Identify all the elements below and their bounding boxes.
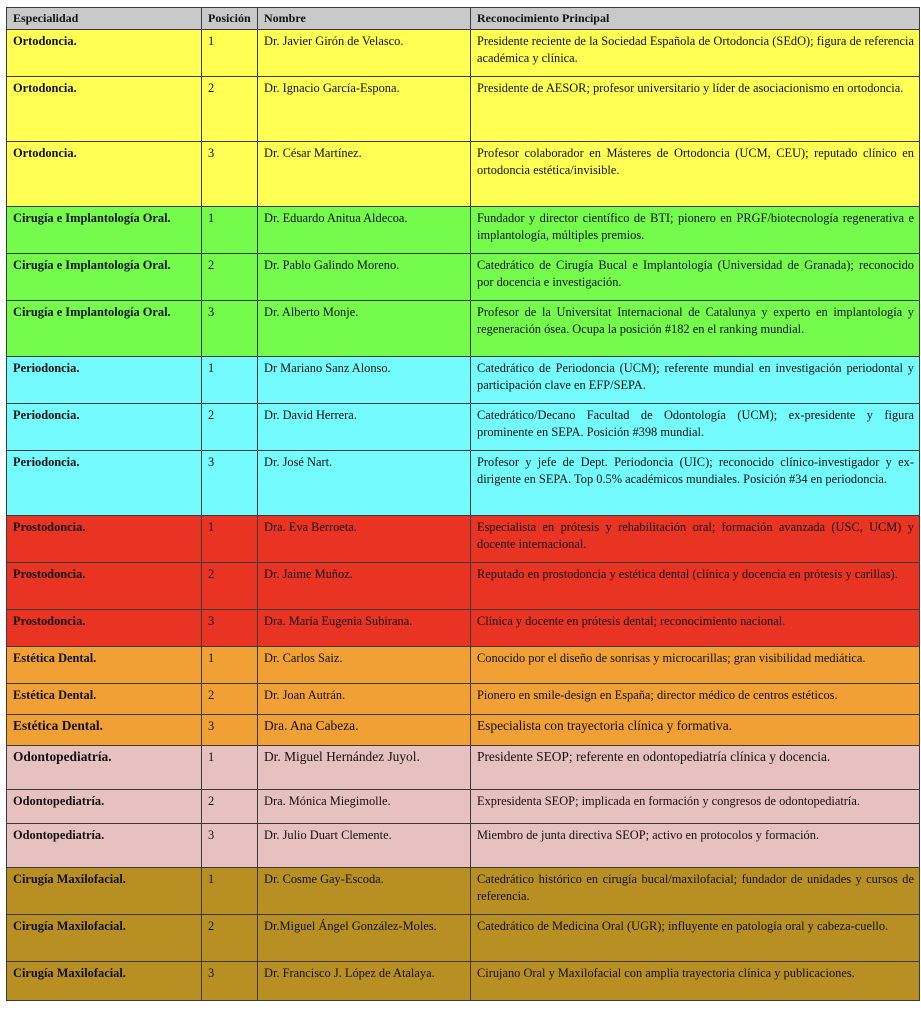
table-row [7,30,920,77]
cell-especialidad: Ortodoncia. [7,142,202,207]
cell-reconocimiento: Conocido por el diseño de sonrisas y microcarillas; gran visibilidad mediática. [471,647,920,684]
cell-especialidad: Cirugía e Implantología Oral. [7,254,202,301]
header-reconocimiento: Reconocimiento Principal [471,8,920,30]
cell-posicion: 1 [202,357,258,404]
cell-reconocimiento: Clínica y docente en prótesis dental; reconocimiento nacional. [471,610,920,647]
cell-especialidad: Cirugía Maxilofacial. [7,868,202,915]
cell-nombre: Dr.Miguel Ángel González-Moles. [258,915,471,962]
cell-posicion: 3 [202,715,258,746]
table-row [7,746,920,790]
cell-nombre: Dr. Alberto Monje. [258,301,471,357]
cell-reconocimiento: Profesor y jefe de Dept. Periodoncia (UIC); reconocido clínico-investigador y ex-dirigente en SEPA. Top 0.5% académicos mundiales. Posición #34 en periodoncia. [471,451,920,516]
cell-especialidad: Estética Dental. [7,647,202,684]
cell-especialidad: Ortodoncia. [7,30,202,77]
cell-especialidad: Periodoncia. [7,357,202,404]
cell-nombre: Dr. Miguel Hernández Juyol. [258,746,471,790]
cell-especialidad: Prostodoncia. [7,563,202,610]
table-row [7,790,920,824]
cell-nombre: Dr. David Herrera. [258,404,471,451]
cell-especialidad: Odontopediatría. [7,790,202,824]
header-nombre: Nombre [258,8,471,30]
cell-nombre: Dra. Mónica Miegimolle. [258,790,471,824]
cell-especialidad: Ortodoncia. [7,77,202,142]
cell-reconocimiento: Catedrático de Medicina Oral (UGR); influyente en patología oral y cabeza-cuello. [471,915,920,962]
cell-nombre: Dr. Julio Duart Clemente. [258,824,471,868]
table-row [7,451,920,516]
cell-nombre: Dr. César Martínez. [258,142,471,207]
cell-posicion: 3 [202,610,258,647]
cell-especialidad: Estética Dental. [7,684,202,715]
cell-nombre: Dr. Jaime Muñoz. [258,563,471,610]
cell-posicion: 3 [202,962,258,1001]
cell-reconocimiento: Reputado en prostodoncia y estética dental (clínica y docencia en prótesis y carillas). [471,563,920,610]
cell-reconocimiento: Fundador y director científico de BTI; pionero en PRGF/biotecnología regenerativa e implantología, múltiples premios. [471,207,920,254]
cell-nombre: Dr. Francisco J. López de Atalaya. [258,962,471,1001]
cell-nombre: Dr. Cosme Gay-Escoda. [258,868,471,915]
cell-nombre: Dr. Joan Autrán. [258,684,471,715]
cell-nombre: Dr. Ignacio García-Espona. [258,77,471,142]
cell-posicion: 1 [202,746,258,790]
table-row [7,684,920,715]
cell-reconocimiento: Presidente SEOP; referente en odontopediatría clínica y docencia. [471,746,920,790]
cell-reconocimiento: Miembro de junta directiva SEOP; activo en protocolos y formación. [471,824,920,868]
cell-especialidad: Odontopediatría. [7,824,202,868]
cell-especialidad: Estética Dental. [7,715,202,746]
table-row [7,301,920,357]
table-row [7,77,920,142]
cell-nombre: Dr. Pablo Galindo Moreno. [258,254,471,301]
table-row [7,563,920,610]
cell-reconocimiento: Especialista con trayectoria clínica y formativa. [471,715,920,746]
table-row [7,254,920,301]
cell-especialidad: Periodoncia. [7,404,202,451]
cell-posicion: 3 [202,142,258,207]
cell-especialidad: Prostodoncia. [7,610,202,647]
cell-posicion: 2 [202,563,258,610]
cell-nombre: Dr. José Nart. [258,451,471,516]
cell-reconocimiento: Catedrático de Periodoncia (UCM); referente mundial en investigación periodontal y participación clave en EFP/SEPA. [471,357,920,404]
cell-reconocimiento: Profesor colaborador en Másteres de Ortodoncia (UCM, CEU); reputado clínico en ortodoncia estética/invisible. [471,142,920,207]
cell-reconocimiento: Catedrático/Decano Facultad de Odontología (UCM); ex-presidente y figura prominente en SEPA. Posición #398 mundial. [471,404,920,451]
cell-posicion: 2 [202,254,258,301]
table-row [7,357,920,404]
cell-reconocimiento: Presidente reciente de la Sociedad Española de Ortodoncia (SEdO); figura de referencia académica y clínica. [471,30,920,77]
cell-nombre: Dr. Carlos Saiz. [258,647,471,684]
cell-reconocimiento: Catedrático de Cirugía Bucal e Implantología (Universidad de Granada); reconocido por docencia e investigación. [471,254,920,301]
cell-posicion: 3 [202,301,258,357]
table-row [7,610,920,647]
table-row [7,647,920,684]
table-row [7,516,920,563]
cell-reconocimiento: Pionero en smile-design en España; director médico de centros estéticos. [471,684,920,715]
cell-especialidad: Cirugía e Implantología Oral. [7,207,202,254]
table-row [7,715,920,746]
table-row [7,868,920,915]
cell-especialidad: Cirugía Maxilofacial. [7,962,202,1001]
cell-posicion: 2 [202,684,258,715]
table-row [7,142,920,207]
cell-especialidad: Periodoncia. [7,451,202,516]
table-row [7,915,920,962]
table-row [7,824,920,868]
cell-posicion: 1 [202,516,258,563]
table-row [7,404,920,451]
cell-posicion: 1 [202,868,258,915]
cell-posicion: 1 [202,30,258,77]
cell-especialidad: Cirugía Maxilofacial. [7,915,202,962]
header-posicion: Posición [202,8,258,30]
cell-reconocimiento: Catedrático histórico en cirugía bucal/maxilofacial; fundador de unidades y cursos de referencia. [471,868,920,915]
cell-posicion: 1 [202,207,258,254]
cell-especialidad: Odontopediatría. [7,746,202,790]
cell-nombre: Dra. Ana Cabeza. [258,715,471,746]
header-row [7,8,920,30]
header-especialidad: Especialidad [7,8,202,30]
cell-posicion: 2 [202,915,258,962]
cell-posicion: 3 [202,824,258,868]
cell-reconocimiento: Presidente de AESOR; profesor universitario y líder de asociacionismo en ortodoncia. [471,77,920,142]
cell-posicion: 2 [202,790,258,824]
cell-especialidad: Prostodoncia. [7,516,202,563]
cell-reconocimiento: Cirujano Oral y Maxilofacial con amplia trayectoria clínica y publicaciones. [471,962,920,1001]
cell-reconocimiento: Profesor de la Universitat Internacional de Catalunya y experto en implantología y regeneración ósea. Ocupa la posición #182 en el ranking mundial. [471,301,920,357]
cell-nombre: Dra. Eva Berroeta. [258,516,471,563]
cell-nombre: Dr. Eduardo Anitua Aldecoa. [258,207,471,254]
specialists-table [6,7,920,1001]
cell-nombre: Dr. Javier Girón de Velasco. [258,30,471,77]
cell-nombre: Dr Mariano Sanz Alonso. [258,357,471,404]
cell-posicion: 3 [202,451,258,516]
cell-nombre: Dra. María Eugenia Subirana. [258,610,471,647]
cell-reconocimiento: Especialista en prótesis y rehabilitación oral; formación avanzada (USC, UCM) y docente internacional. [471,516,920,563]
cell-reconocimiento: Expresidenta SEOP; implicada en formación y congresos de odontopediatría. [471,790,920,824]
table-row [7,207,920,254]
cell-posicion: 1 [202,647,258,684]
cell-posicion: 2 [202,404,258,451]
cell-posicion: 2 [202,77,258,142]
cell-especialidad: Cirugía e Implantología Oral. [7,301,202,357]
table-row [7,962,920,1001]
